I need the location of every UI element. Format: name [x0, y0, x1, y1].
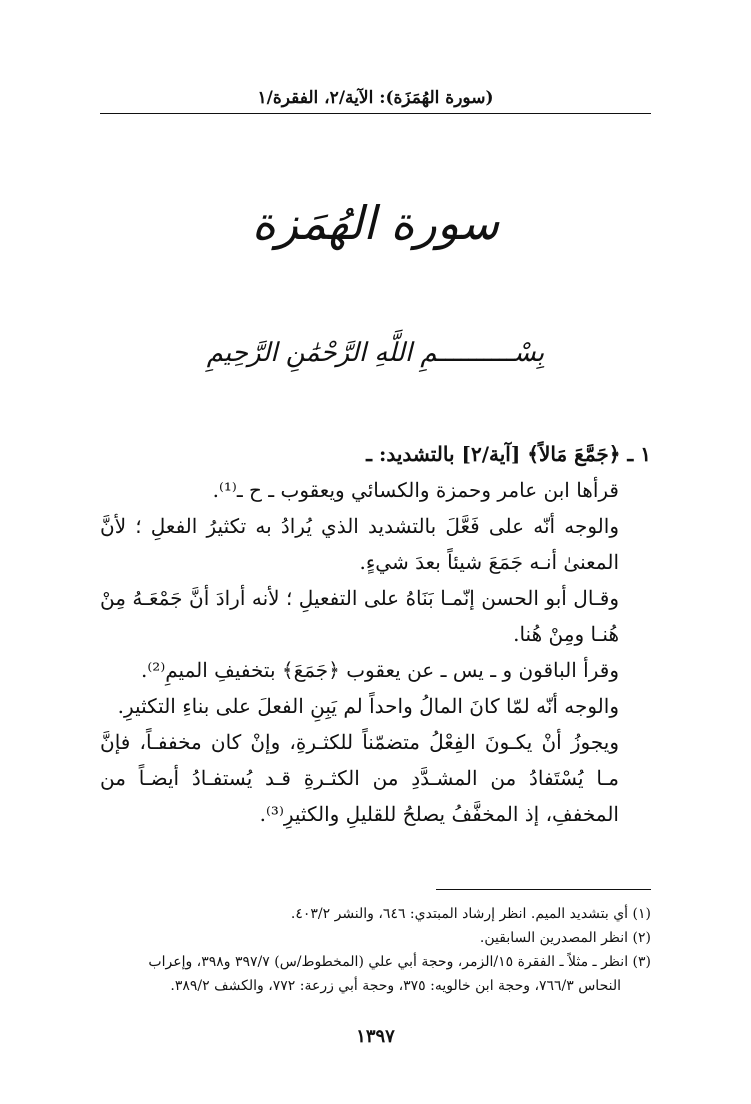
basmala: بِسْــــــــــمِ اللَّهِ الرَّحْمَٰنِ الرَّحِيمِ	[206, 338, 545, 368]
running-header: (سورة الهُمَزَة): الآية/٢، الفقرة/١	[257, 88, 494, 108]
page-number: ١٣٩٧	[356, 1026, 395, 1047]
footnote-divider	[436, 889, 651, 890]
main-text	[100, 436, 651, 832]
paragraph: والوجه أنّه لمّا كانَ المالُ واحداً لم يَبِنِ الفعلَ على بناءِ التكثيرِ.	[117, 694, 619, 718]
header-divider	[100, 113, 651, 114]
footnotes	[100, 902, 651, 998]
paragraph: والوجه أنّه على فَعَّلَ بالتشديد الذي يُرادُ به تكثيرُ الفعلِ ؛ لأنَّ المعنىٰ أنـه جَمَعَ شيئاً بعدَ شيءٍ.	[100, 514, 619, 574]
footnote-continuation: النحاس ٧٦٦/٣، وحجة ابن خالويه: ٣٧٥، وحجة أبي زرعة: ٧٧٢، والكشف ٣٨٩/٢.	[170, 978, 621, 994]
paragraph: وقـال أبو الحسن إنّمـا بَنَاهُ على التفعيلِ ؛ لأنه أرادَ أنَّ جَمْعَـهُ مِنْ هُنـا ومِنْ هُنا.	[100, 586, 619, 646]
surah-title: سورة الهُمَزة	[251, 196, 500, 250]
paragraph: ويجوزُ أنْ يكـونَ الفِعْلُ متضمّناً للكثـرةِ، وإنْ كان مخففـاً، فإنَّ مـا يُسْتَفادُ من المشـدَّدِ من الكثـرةِ قـد يُستفـادُ أيضـاً من المخففِ، إذ المخفَّفُ يصلحُ للقليلِ والكثيرِ⁽³⁾.	[100, 730, 619, 826]
footnote: (١) أي بتشديد الميم. انظر إرشاد المبتدي: ٦٤٦، والنشر ٤٠٣/٢.	[290, 906, 651, 922]
footnote: (٢) انظر المصدرين السابقين.	[479, 930, 651, 946]
paragraph: وقرأ الباقون و ـ يس ـ عن يعقوب ﴿جَمَعَ﴾ بتخفيفِ الميمِ⁽²⁾.	[141, 658, 619, 682]
paragraph: قرأها ابن عامر وحمزة والكسائي ويعقوب ـ ح ـ⁽¹⁾.	[212, 478, 619, 502]
footnote: (٣) انظر ـ مثلاً ـ الفقرة ١٥/الزمر، وحجة أبي علي (المخطوط/س) ٣٩٧/٧ و٣٩٨، وإعراب	[148, 954, 651, 970]
entry-heading: ١ ـ ﴿جَمَّعَ مَالاً﴾ [آية/٢] بالتشديد: ـ	[366, 442, 651, 466]
